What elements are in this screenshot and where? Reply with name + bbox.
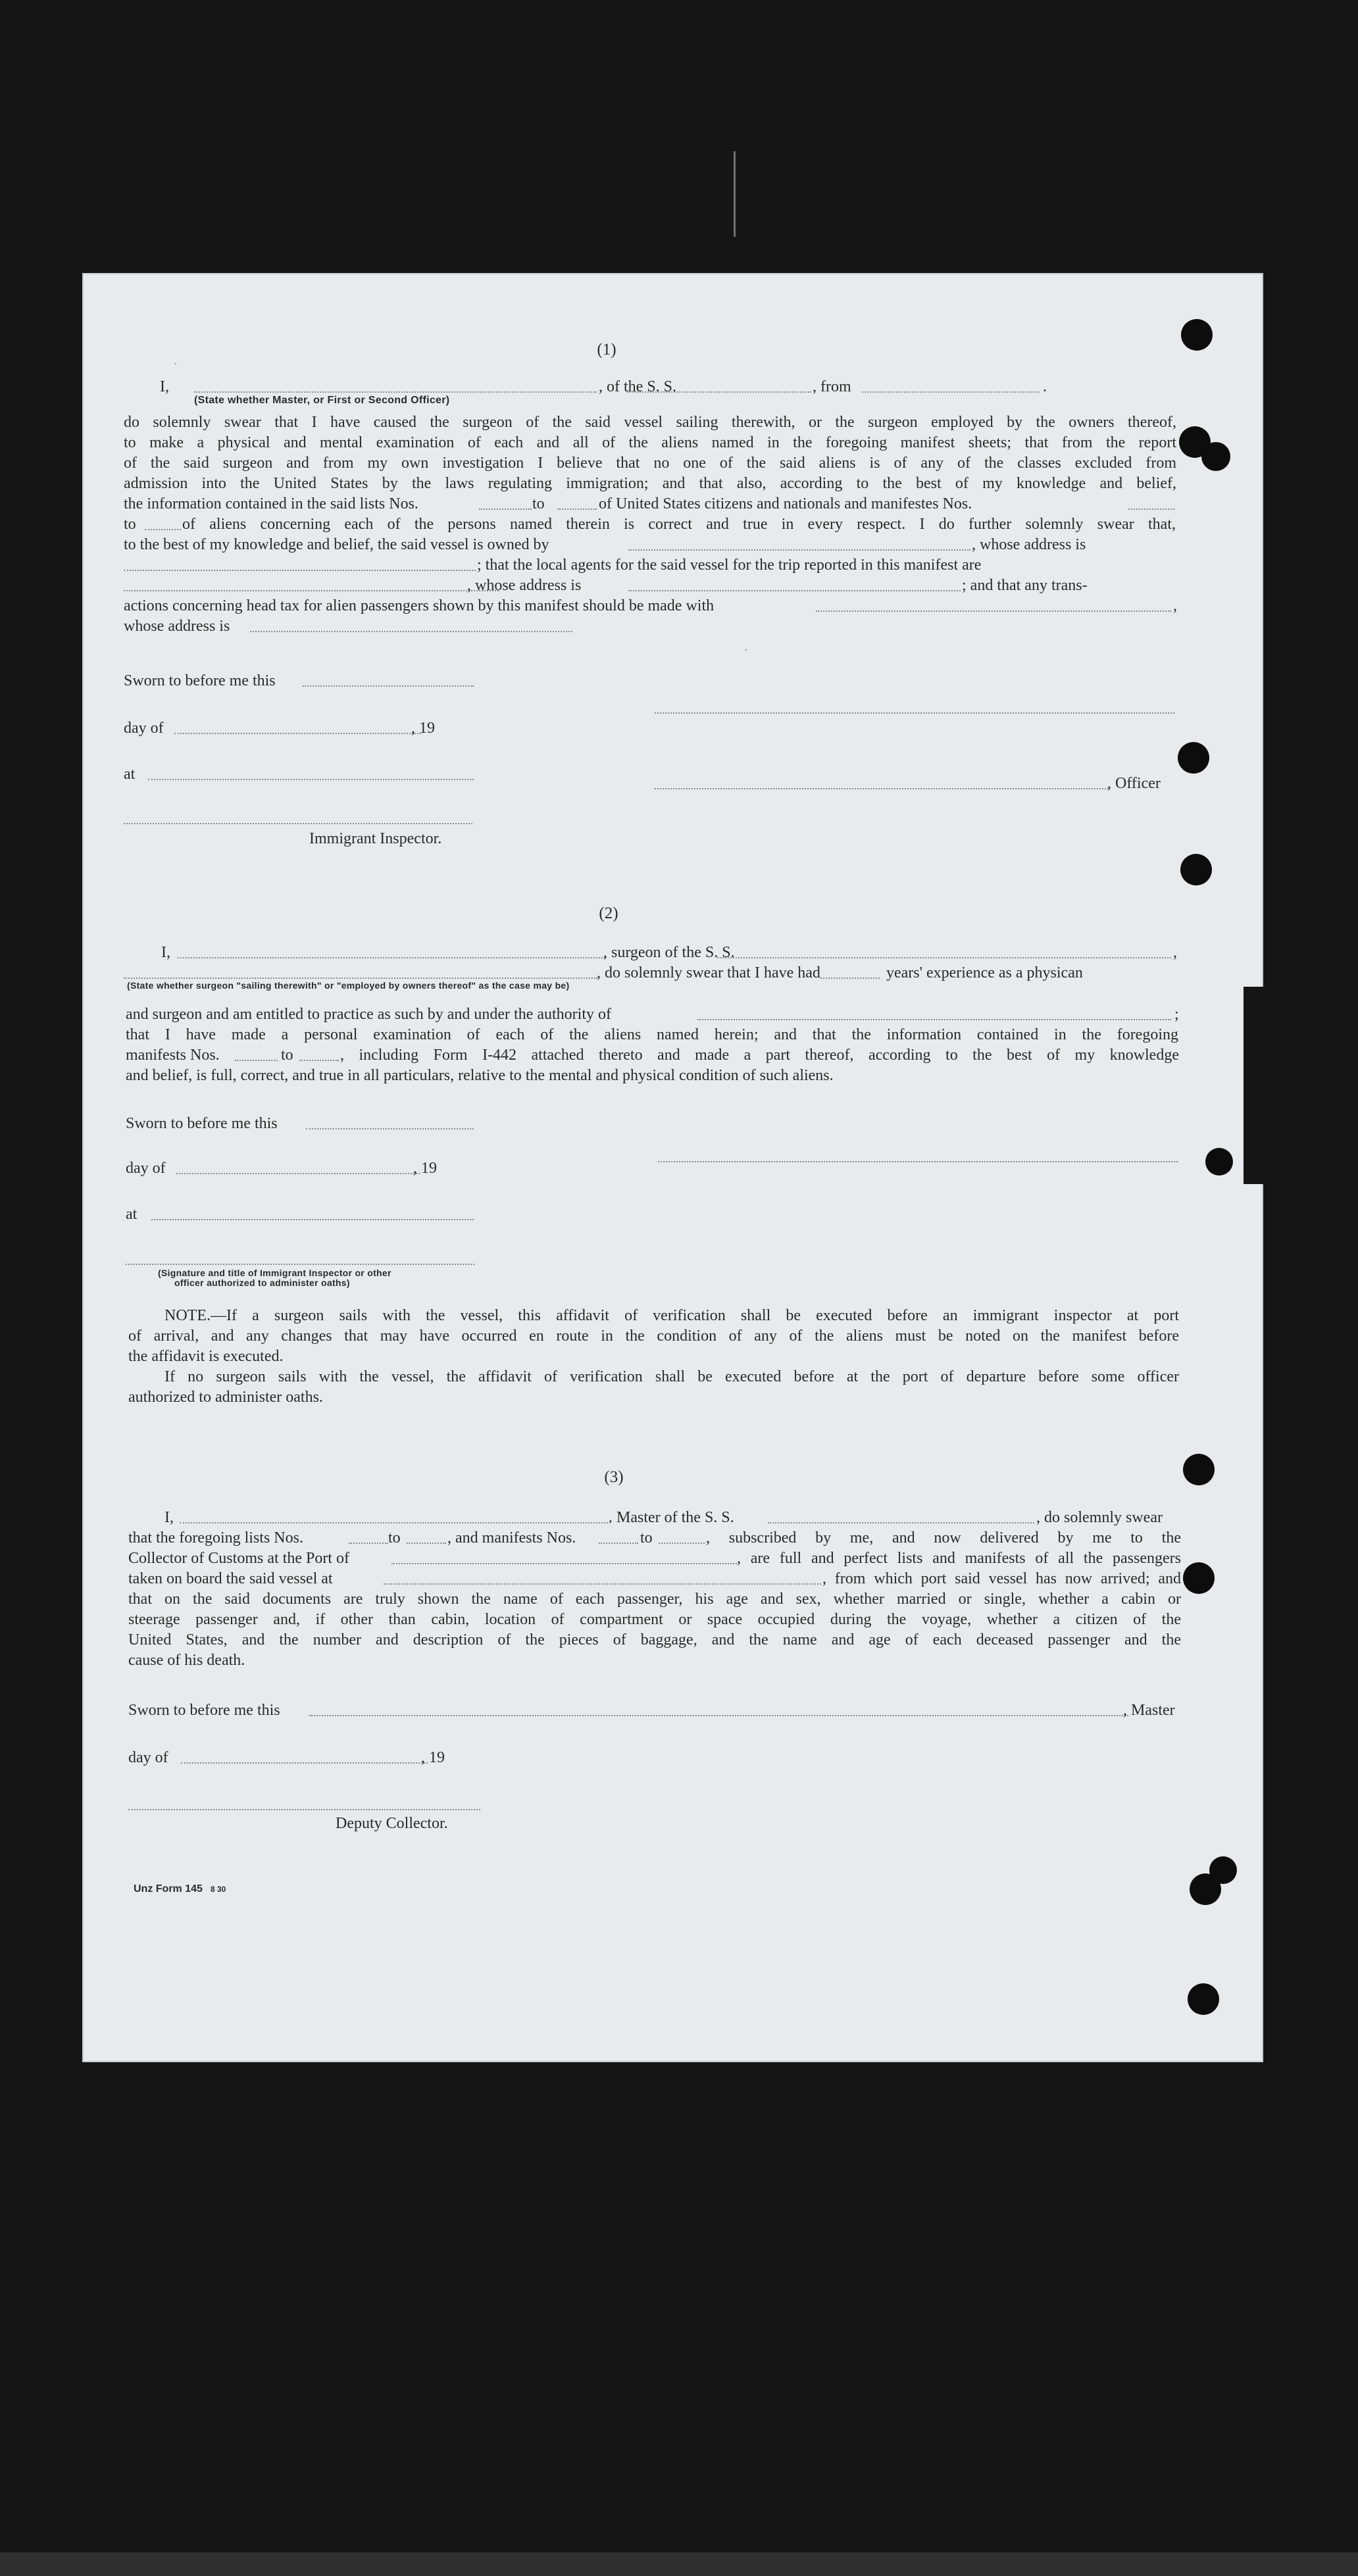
s2-vessel-blank	[717, 957, 1171, 958]
s1-year: , 19	[411, 720, 435, 737]
s1-port-blank	[862, 391, 1040, 393]
s3-subscribed: , subscribed by me, and now delivered by me to the	[706, 1529, 1181, 1547]
s2-body-line: that I have made a personal examination of each of the aliens named herein; and that the information contained in the foregoing	[126, 1026, 1178, 1043]
s1-sworn-blank	[303, 685, 474, 687]
s2-year: , 19	[413, 1160, 437, 1177]
s2-sig-caption-2: officer authorized to administer oaths)	[174, 1277, 350, 1288]
s1-aliens: of aliens concerning each of the persons named therein is correct and true in every respect. I do further solemnly swear that,	[182, 516, 1176, 533]
s3-list-to-blank	[407, 1543, 446, 1544]
punch-hole	[1205, 1148, 1233, 1176]
s1-officer: , Officer	[1107, 775, 1161, 792]
section-3-number: (3)	[604, 1468, 624, 1486]
section-1-number: (1)	[597, 341, 616, 359]
s3-body-line: that on the said documents are truly shown the name of each passenger, his age and sex, whether married or single, whether a cabin or	[128, 1591, 1181, 1608]
s1-list-from-blank	[479, 508, 532, 510]
s3-vessel-blank	[768, 1522, 1034, 1523]
s2-years-blank	[820, 978, 880, 979]
s1-at-blank	[148, 779, 474, 780]
s2-i: I,	[161, 944, 170, 961]
s1-vessel-blank	[627, 391, 811, 393]
s2-day-of: day of	[126, 1160, 166, 1177]
s2-note-line: of arrival, and any changes that may have occurred en route in the condition of any of the aliens must be noted on the manifest before	[128, 1327, 1179, 1345]
scanner-edge-band	[0, 2552, 1358, 2576]
s1-trans: ; and that any trans-	[962, 577, 1088, 594]
s3-body-line: steerage passenger and, if other than cabin, location of compartment or space occupied during the voyage, whether a citizen of the	[128, 1611, 1181, 1628]
s3-collector: Collector of Customs at the Port of	[128, 1550, 349, 1567]
s1-lists-nos: the information contained in the said lists Nos.	[124, 495, 418, 512]
s2-at: at	[126, 1206, 138, 1223]
s1-whose-addr2: , whose address is	[467, 577, 582, 594]
s3-manifest-to-blank	[659, 1543, 705, 1544]
s1-headtax-addr-blank	[250, 631, 572, 632]
punch-hole	[1188, 1983, 1219, 2015]
page-edge-notch	[1244, 987, 1263, 1184]
s2-at-blank	[151, 1219, 474, 1220]
s2-surgeon: , surgeon of the S. S.	[603, 944, 735, 961]
s1-day-blank	[174, 733, 421, 734]
s3-manifests: , and manifests Nos.	[447, 1529, 576, 1547]
punch-hole	[1178, 742, 1209, 774]
s1-headtax: actions concerning head tax for alien passengers shown by this manifest should be made with	[124, 597, 715, 614]
punch-hole	[1209, 1856, 1237, 1884]
s1-agents-blank	[124, 590, 499, 591]
s2-surgeon-caption: (State whether surgeon "sailing therewith" or "employed by owners thereof" as the case may be)	[127, 980, 570, 991]
s2-manifests: manifests Nos.	[126, 1047, 220, 1064]
s1-owned: to the best of my knowledge and belief, the said vessel is owned by	[124, 536, 549, 553]
s1-manifest-from-blank	[1128, 508, 1174, 510]
s3-full-lists: , are full and perfect lists and manifests of all the passengers	[737, 1550, 1181, 1567]
s1-to: to	[532, 495, 545, 512]
s1-owner-blank	[628, 549, 970, 551]
s1-master-signature-line	[655, 712, 1174, 714]
s3-day-of: day of	[128, 1749, 168, 1766]
s1-to2: to	[124, 516, 136, 533]
s2-inspector-line	[126, 1264, 474, 1265]
punch-hole	[1183, 1562, 1215, 1594]
s3-deputy-collector: Deputy Collector.	[336, 1815, 448, 1832]
s1-agents: ; that the local agents for the said vessel for the trip reported in this manifest are	[477, 557, 982, 574]
s1-agents-addr-blank	[628, 590, 961, 591]
s1-citizens: of United States citizens and nationals and manifestes Nos.	[599, 495, 972, 512]
s1-manifest-to-blank	[145, 529, 181, 530]
s2-authority-end: ;	[1174, 1006, 1179, 1023]
s3-name-blank	[180, 1522, 611, 1523]
s3-collector-line	[128, 1809, 480, 1810]
s3-master: . Master of the S. S.	[609, 1509, 734, 1526]
s2-note-line-3: the affidavit is executed.	[128, 1348, 284, 1365]
s2-belief: and belief, is full, correct, and true in all particulars, relative to the mental and physical condition of such aliens.	[126, 1067, 834, 1084]
s2-sworn: Sworn to before me this	[126, 1115, 278, 1132]
s2-authority: and surgeon and am entitled to practice as such by and under the authority of	[126, 1006, 611, 1023]
s2-note-line: NOTE.—If a surgeon sails with the vessel, this affidavit of verification shall be executed before an immigrant inspector at port	[164, 1307, 1179, 1324]
s3-swear: , do solemnly swear	[1036, 1509, 1163, 1526]
s3-body-line: United States, and the number and description of the pieces of baggage, and the name and age of each deceased passenger and the	[128, 1631, 1181, 1648]
s1-from: , from	[813, 378, 851, 395]
s1-sworn: Sworn to before me this	[124, 672, 276, 689]
s3-list-from-blank	[349, 1543, 388, 1544]
s1-body-line: of the said surgeon and from my own investigation I believe that no one of the said aliens is of any of the classes excluded from	[124, 455, 1176, 472]
s3-master-signature-line	[309, 1715, 1128, 1716]
s1-whose-addr: , whose address is	[972, 536, 1086, 553]
s1-officer-line	[655, 788, 1109, 789]
s3-manifest-from-blank	[599, 1543, 638, 1544]
s2-manifest-to-blank	[299, 1060, 339, 1061]
s2-day-blank	[176, 1173, 420, 1174]
s3-arrived: , from which port said vessel has now arrived; and	[822, 1570, 1181, 1587]
s3-master-label: , Master	[1123, 1702, 1175, 1719]
s2-surgeon-signature-line	[658, 1161, 1178, 1162]
s1-headtax-blank	[816, 610, 1171, 612]
ink-smudge: ·	[743, 641, 749, 658]
punch-hole	[1201, 442, 1230, 471]
s1-inspector-line	[124, 823, 472, 824]
s1-at: at	[124, 766, 136, 783]
form-code: 8 30	[211, 1885, 226, 1894]
s1-officer-caption: (State whether Master, or First or Second Officer)	[194, 395, 450, 406]
s2-authority-blank	[697, 1019, 1171, 1020]
s3-day-blank	[181, 1762, 428, 1764]
s2-including: , including Form I-442 attached thereto and made a part thereof, according to the best of my knowledge	[340, 1047, 1179, 1064]
manifest-affidavit-page	[82, 273, 1263, 2062]
ink-smudge: ·	[173, 355, 178, 372]
s1-headtax-end: ,	[1173, 597, 1177, 614]
s1-list-to-blank	[557, 508, 597, 510]
s3-lists: that the foregoing lists Nos.	[128, 1529, 303, 1547]
s3-sworn: Sworn to before me this	[128, 1702, 280, 1719]
s3-to: to	[388, 1529, 401, 1547]
s2-note2-line-1: If no surgeon sails with the vessel, the affidavit of verification shall be executed before at the port of departure before some officer	[164, 1368, 1179, 1385]
s3-last-line: cause of his death.	[128, 1652, 245, 1669]
s1-of-ss: , of the S. S.	[599, 378, 677, 395]
s2-end: ,	[1173, 944, 1177, 961]
s3-port-blank	[391, 1563, 737, 1564]
s2-surgeon-type-blank	[124, 978, 597, 979]
s1-inspector: Immigrant Inspector.	[309, 830, 442, 847]
s2-to: to	[281, 1047, 293, 1064]
s1-body-line: do solemnly swear that I have caused the surgeon of the said vessel sailing therewith, or the surgeon employed by the owners thereof,	[124, 414, 1176, 431]
s1-body-line: admission into the United States by the laws regulating immigration; and that also, according to the best of my knowledge and belief,	[124, 475, 1176, 492]
s2-manifest-from-blank	[235, 1060, 278, 1061]
s2-sworn-blank	[306, 1128, 474, 1129]
s3-i: I,	[164, 1509, 174, 1526]
s3-to2: to	[640, 1529, 653, 1547]
punch-hole	[1183, 1454, 1215, 1485]
s1-owner-addr-blank	[124, 570, 476, 571]
s2-note2-line-2: authorized to administer oaths.	[128, 1389, 323, 1406]
s1-body-line: to make a physical and mental examination of each and all of the aliens named in the foregoing manifest sheets; that from the report	[124, 434, 1176, 451]
s3-year: , 19	[421, 1749, 445, 1766]
scan-streak	[734, 151, 736, 237]
s2-years: years' experience as a physican	[886, 964, 1083, 981]
section-2-number: (2)	[599, 904, 618, 922]
punch-hole	[1181, 319, 1213, 351]
s1-end: .	[1043, 378, 1047, 395]
form-number: Unz Form 145	[134, 1883, 203, 1895]
s2-sig-caption-1: (Signature and title of Immigrant Inspector or other	[158, 1268, 391, 1278]
s2-swear: , do solemnly swear that I have had	[597, 964, 820, 981]
punch-hole	[1180, 854, 1212, 885]
s1-name-blank	[194, 391, 597, 393]
s2-name-blank	[178, 957, 605, 958]
s1-i: I,	[160, 378, 169, 395]
s1-whose-addr3: whose address is	[124, 618, 230, 635]
s3-departure-blank	[384, 1583, 821, 1585]
s1-day-of: day of	[124, 720, 164, 737]
s3-taken: taken on board the said vessel at	[128, 1570, 333, 1587]
